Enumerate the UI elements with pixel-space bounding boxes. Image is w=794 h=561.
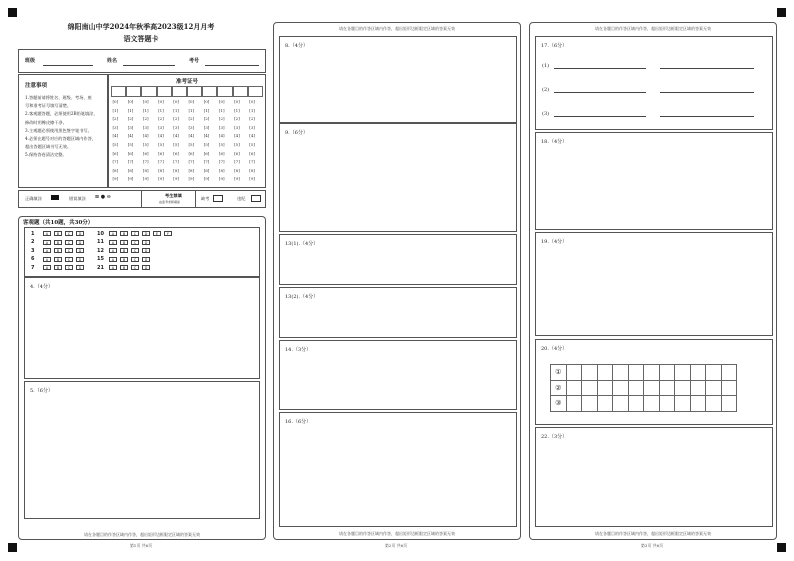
name-field[interactable]: [123, 65, 175, 66]
mc-option-bubble[interactable]: C: [131, 240, 139, 245]
q20-writing-cell[interactable]: [721, 395, 738, 412]
q20-answer-box: [535, 339, 773, 425]
admission-digit-bubble[interactable]: [9]: [249, 176, 255, 182]
q5-label: 5.（6分）: [30, 388, 53, 394]
mc-option-bubble[interactable]: D: [142, 257, 150, 262]
admission-digit-bubble[interactable]: [3]: [142, 124, 149, 130]
q4-answer-box[interactable]: [24, 277, 260, 379]
notice-item: 2.客观题答题，必须使用2B铅笔填涂，: [25, 111, 98, 117]
mc-option-bubble[interactable]: B: [120, 231, 128, 236]
admission-digit-bubble[interactable]: [3]: [158, 124, 164, 130]
admission-digit-bubble[interactable]: [0]: [203, 99, 210, 104]
q20-writing-cell[interactable]: [612, 364, 629, 381]
q20-writing-cell[interactable]: [581, 395, 598, 412]
notice-item: 超出答题区域书写无效。: [25, 144, 72, 150]
admission-digit-bubble[interactable]: [6]: [127, 150, 134, 156]
class-field[interactable]: [43, 65, 93, 66]
col2-warning-bottom: 请在各题目的作答区域内作答，超出矩形边框限定区域的答案无效: [339, 531, 455, 536]
fill-legend-box: [18, 190, 266, 208]
q17-label: 17.（6分）: [541, 43, 568, 49]
admission-heading: 准考证号: [175, 79, 198, 85]
admission-digit-bubble[interactable]: [5]: [249, 142, 255, 147]
mc-question-number: 6: [31, 256, 35, 262]
mc-option-bubble[interactable]: A: [109, 231, 117, 236]
admission-digit-bubble[interactable]: [9]: [188, 176, 195, 182]
admission-digit-bubble[interactable]: [1]: [188, 107, 195, 113]
q20-writing-cell[interactable]: [597, 380, 614, 397]
q20-writing-cell[interactable]: [674, 380, 691, 397]
mc-option-bubble[interactable]: D: [142, 231, 150, 236]
admission-digit-bubble[interactable]: [3]: [112, 124, 119, 130]
admission-digit-bubble[interactable]: [6]: [112, 150, 119, 156]
mc-option-bubble[interactable]: A: [109, 257, 117, 262]
admission-digit-bubble[interactable]: [8]: [112, 167, 119, 173]
admission-digit-bubble[interactable]: [9]: [218, 176, 225, 182]
notice-item: 4.必须在题号对应的答题区域内作答，: [25, 136, 96, 141]
mc-option-bubble[interactable]: C: [65, 248, 73, 253]
notice-box: [18, 74, 108, 188]
admission-digit-bubble[interactable]: [9]: [142, 176, 149, 182]
q20-writing-cell[interactable]: [597, 364, 614, 381]
admission-digit-bubble[interactable]: [1]: [218, 107, 225, 113]
mc-question-number: 1: [31, 230, 35, 237]
q16-label: 16.（6分）: [285, 419, 312, 425]
admission-digit-bubble[interactable]: [2]: [112, 116, 119, 122]
mc-question-number: 2: [31, 239, 35, 245]
q17-answer-box[interactable]: [535, 36, 773, 130]
q20-writing-cell[interactable]: [721, 380, 738, 397]
admission-digit-bubble[interactable]: [7]: [188, 159, 195, 165]
admission-digit-bubble[interactable]: [4]: [249, 133, 255, 139]
admission-digit-bubble[interactable]: [2]: [218, 116, 225, 122]
admission-digit-bubble[interactable]: [6]: [234, 150, 240, 156]
mc-option-bubble[interactable]: A: [109, 240, 117, 245]
admission-digit-input[interactable]: [126, 86, 141, 97]
admission-digit-bubble[interactable]: [4]: [142, 133, 149, 139]
absent-title: 考生禁填: [165, 193, 182, 198]
admission-digit-input[interactable]: [248, 86, 263, 97]
admission-digit-bubble[interactable]: [8]: [218, 167, 225, 173]
admission-digit-bubble[interactable]: [6]: [218, 150, 225, 156]
corner-mark: [777, 543, 786, 552]
admission-digit-bubble[interactable]: [1]: [142, 107, 149, 113]
notice-item: 号和准考证号填写清楚。: [25, 103, 72, 109]
q20-row-label: ②: [550, 380, 567, 397]
admission-digit-bubble[interactable]: [3]: [127, 124, 134, 130]
admission-digit-input[interactable]: [202, 86, 217, 97]
wrong-fill-samples: ⊠ ● ⊖: [95, 194, 111, 200]
q9-label: 9.（6分）: [285, 130, 308, 136]
col2-warning-top: 请在各题目的作答区域内作答，超出矩形边框限定区域的答案无效: [339, 26, 455, 31]
notice-item: 5.保持答卷清洁完整。: [25, 152, 67, 158]
q20-writing-cell[interactable]: [674, 395, 691, 412]
q20-writing-cell[interactable]: [566, 395, 583, 412]
q20-writing-cell[interactable]: [612, 395, 629, 412]
admission-digit-bubble[interactable]: [9]: [234, 176, 240, 182]
wrong-fill-label: 错误填涂: [69, 196, 86, 201]
notice-item: 1.答题前请将姓名、班级、考场、座: [25, 95, 92, 100]
admission-digit-bubble[interactable]: [8]: [142, 167, 149, 173]
sheet-title: 绵阳南山中学2024年秋季高2023级12月月考: [67, 22, 215, 31]
admission-digit-bubble[interactable]: [8]: [234, 167, 240, 173]
sheet-subtitle: 语文答题卡: [123, 34, 159, 43]
admission-digit-bubble[interactable]: [0]: [127, 99, 134, 104]
missing-checkbox[interactable]: [213, 195, 223, 202]
admission-number-box: [108, 74, 266, 188]
name-label: 姓名: [107, 58, 118, 64]
missing-label: 缺考: [201, 196, 210, 201]
admission-digit-bubble[interactable]: [2]: [234, 116, 240, 122]
q17-line[interactable]: [554, 68, 646, 69]
admission-digit-bubble[interactable]: [7]: [249, 159, 255, 165]
admission-digit-bubble[interactable]: [4]: [203, 133, 210, 139]
admission-digit-bubble[interactable]: [4]: [234, 133, 240, 139]
admission-digit-input[interactable]: [172, 86, 187, 97]
admission-digit-bubble[interactable]: [9]: [127, 176, 134, 182]
q20-writing-cell[interactable]: [659, 380, 676, 397]
admission-digit-bubble[interactable]: [2]: [158, 116, 164, 122]
q19-label: 19.（4分）: [541, 239, 568, 245]
admission-digit-bubble[interactable]: [9]: [112, 176, 119, 182]
col1-warning: 请在各题目的作答区域内作答，超出矩形边框限定区域的答案无效: [84, 532, 200, 537]
corner-mark: [8, 543, 17, 552]
admission-digit-bubble[interactable]: [2]: [249, 116, 255, 122]
admission-digit-bubble[interactable]: [1]: [203, 107, 210, 113]
q17-sub-3: (3): [542, 111, 550, 117]
mc-option-bubble[interactable]: B: [54, 248, 62, 253]
column-2-panel: [273, 22, 521, 540]
admission-digit-bubble[interactable]: [5]: [112, 142, 119, 147]
admission-digit-input[interactable]: [233, 86, 248, 97]
admission-digit-bubble[interactable]: [6]: [158, 150, 164, 156]
admission-digit-bubble[interactable]: [3]: [249, 124, 255, 130]
correct-fill-label: 正确填涂: [25, 196, 42, 201]
mc-option-bubble[interactable]: B: [54, 257, 62, 262]
admission-digit-input[interactable]: [111, 86, 126, 97]
q20-writing-cell[interactable]: [566, 380, 583, 397]
q20-writing-cell[interactable]: [721, 364, 738, 381]
q19-answer-box[interactable]: [535, 232, 773, 336]
mc-option-bubble[interactable]: C: [131, 257, 139, 262]
q20-writing-cell[interactable]: [628, 380, 645, 397]
q13-2-answer-box[interactable]: [279, 287, 517, 338]
admission-digit-bubble[interactable]: [7]: [234, 159, 240, 165]
mc-option-bubble[interactable]: F: [164, 231, 172, 236]
mc-question-number: 12: [97, 247, 104, 254]
mc-option-bubble[interactable]: C: [65, 240, 73, 245]
admission-digit-bubble[interactable]: [2]: [203, 116, 210, 122]
admission-digit-bubble[interactable]: [1]: [173, 107, 179, 113]
q20-writing-cell[interactable]: [690, 395, 707, 412]
q20-writing-cell[interactable]: [643, 380, 660, 397]
admission-digit-bubble[interactable]: [3]: [203, 124, 210, 130]
admission-digit-bubble[interactable]: [4]: [112, 133, 119, 139]
mc-option-bubble[interactable]: C: [131, 265, 139, 270]
mc-option-bubble[interactable]: B: [54, 240, 62, 245]
admission-digit-bubble[interactable]: [1]: [127, 107, 134, 113]
admission-digit-bubble[interactable]: [5]: [158, 142, 164, 147]
mc-option-bubble[interactable]: A: [109, 265, 117, 270]
q20-writing-cell[interactable]: [643, 364, 660, 381]
q20-label: 20.（4分）: [541, 346, 568, 352]
admission-digit-input[interactable]: [157, 86, 172, 97]
q20-writing-cell[interactable]: [690, 380, 707, 397]
q20-writing-cell[interactable]: [690, 364, 707, 381]
q20-writing-cell[interactable]: [705, 395, 722, 412]
correct-fill-sample: [51, 195, 59, 200]
q20-writing-cell[interactable]: [705, 380, 722, 397]
q17-line[interactable]: [554, 92, 646, 93]
admission-digit-bubble[interactable]: [4]: [173, 133, 179, 139]
q5-answer-box[interactable]: [24, 381, 260, 519]
mc-option-bubble[interactable]: C: [131, 248, 139, 253]
mc-option-bubble[interactable]: D: [76, 257, 84, 262]
page-footer-1: 第1页 共6页: [129, 543, 153, 548]
mc-option-bubble[interactable]: D: [76, 248, 84, 253]
mc-question-number: 10: [97, 230, 104, 237]
admission-digit-bubble[interactable]: [2]: [188, 116, 195, 122]
admission-digit-bubble[interactable]: [0]: [188, 99, 195, 104]
admission-digit-bubble[interactable]: [5]: [218, 142, 225, 147]
mc-option-bubble[interactable]: A: [109, 248, 117, 253]
column-1-panel: [18, 216, 266, 540]
admission-digit-bubble[interactable]: [2]: [173, 116, 179, 122]
q9-answer-box[interactable]: [279, 123, 517, 232]
q20-writing-cell[interactable]: [643, 395, 660, 412]
admission-digit-bubble[interactable]: [6]: [173, 150, 179, 156]
q20-writing-cell[interactable]: [612, 380, 629, 397]
q17-line[interactable]: [554, 116, 646, 117]
q8-answer-box[interactable]: [279, 36, 517, 123]
admission-digit-bubble[interactable]: [2]: [142, 116, 149, 122]
absent-note: 由监考老师填涂: [159, 200, 181, 204]
mc-question-number: 15: [97, 256, 104, 262]
admission-digit-bubble[interactable]: [5]: [234, 142, 240, 147]
admission-digit-bubble[interactable]: [5]: [173, 142, 179, 147]
admission-digit-bubble[interactable]: [4]: [188, 133, 195, 139]
admission-digit-bubble[interactable]: [8]: [188, 167, 195, 173]
admission-digit-bubble[interactable]: [4]: [218, 133, 225, 139]
admission-digit-bubble[interactable]: [5]: [127, 142, 134, 147]
admission-digit-bubble[interactable]: [1]: [112, 107, 119, 113]
q20-writing-cell[interactable]: [659, 395, 676, 412]
q20-writing-cell[interactable]: [566, 364, 583, 381]
student-info-box: [18, 49, 266, 73]
q14-label: 14.（3分）: [285, 347, 312, 353]
mc-option-bubble[interactable]: B: [54, 231, 62, 236]
admission-digit-bubble[interactable]: [3]: [173, 124, 179, 130]
admission-digit-input[interactable]: [187, 86, 202, 97]
admission-digit-input[interactable]: [217, 86, 232, 97]
admission-digit-bubble[interactable]: [0]: [234, 99, 240, 104]
admission-digit-bubble[interactable]: [7]: [112, 159, 119, 165]
notice-item: 3.主观题必须使用黑色签字笔书写。: [25, 127, 92, 133]
page-footer-2: 第2页 共6页: [384, 543, 408, 548]
mc-section-title: 客观题（共10题，共30分）: [23, 220, 94, 226]
admission-digit-bubble[interactable]: [8]: [249, 167, 255, 173]
notice-heading: 注意事项: [25, 83, 48, 89]
violation-checkbox[interactable]: [251, 195, 261, 202]
q20-writing-cell[interactable]: [581, 364, 598, 381]
admission-digit-bubble[interactable]: [3]: [188, 124, 195, 130]
mc-option-bubble[interactable]: B: [120, 240, 128, 245]
q14-answer-box[interactable]: [279, 340, 517, 410]
admission-digit-bubble[interactable]: [9]: [173, 176, 179, 182]
corner-mark: [8, 8, 17, 17]
admission-digit-bubble[interactable]: [1]: [234, 107, 240, 113]
exam-number-label: 考号: [189, 58, 200, 64]
mc-question-number: 3: [31, 247, 35, 254]
q20-writing-cell[interactable]: [705, 364, 722, 381]
mc-option-bubble[interactable]: D: [76, 231, 84, 236]
admission-digit-bubble[interactable]: [5]: [142, 142, 149, 147]
mc-option-bubble[interactable]: E: [153, 231, 161, 236]
admission-digit-bubble[interactable]: [6]: [142, 150, 149, 156]
q20-writing-cell[interactable]: [597, 395, 614, 412]
admission-digit-bubble[interactable]: [4]: [158, 133, 164, 139]
mc-option-bubble[interactable]: A: [43, 240, 51, 245]
q17-line[interactable]: [660, 116, 754, 117]
q20-writing-cell[interactable]: [628, 364, 645, 381]
q22-label: 22.（3分）: [541, 434, 568, 440]
q17-sub-2: (2): [542, 87, 550, 93]
admission-digit-input[interactable]: [141, 86, 156, 97]
q13-1-answer-box[interactable]: [279, 234, 517, 285]
q13-1-label: 13(1).（4分）: [285, 241, 319, 247]
q13-2-label: 13(2).（4分）: [285, 294, 319, 300]
admission-digit-bubble[interactable]: [6]: [249, 150, 255, 156]
q4-label: 4.（4分）: [30, 284, 53, 290]
q8-label: 8.（4分）: [285, 43, 308, 49]
q17-line[interactable]: [660, 68, 754, 69]
mc-option-bubble[interactable]: D: [76, 240, 84, 245]
mc-answer-box: [24, 227, 260, 277]
mc-question-number: 11: [97, 239, 104, 245]
q17-sub-1: (1): [542, 63, 550, 69]
admission-digit-bubble[interactable]: [8]: [173, 167, 179, 173]
admission-digit-bubble[interactable]: [3]: [218, 124, 225, 130]
admission-digit-bubble[interactable]: [7]: [218, 159, 225, 165]
admission-digit-bubble[interactable]: [0]: [158, 99, 164, 104]
admission-digit-bubble[interactable]: [8]: [127, 167, 134, 173]
q20-row-label: ③: [550, 395, 567, 412]
mc-option-bubble[interactable]: C: [131, 231, 139, 236]
q17-line[interactable]: [660, 92, 754, 93]
mc-question-number: 21: [97, 264, 104, 271]
q22-answer-box[interactable]: [535, 427, 773, 527]
admission-digit-bubble[interactable]: [8]: [158, 167, 164, 173]
col3-warning-top: 请在各题目的作答区域内作答，超出矩形边框限定区域的答案无效: [595, 26, 711, 31]
mc-option-bubble[interactable]: C: [65, 257, 73, 262]
admission-digit-bubble[interactable]: [0]: [218, 99, 225, 104]
q20-writing-cell[interactable]: [628, 395, 645, 412]
mc-option-bubble[interactable]: A: [43, 265, 51, 270]
admission-digit-bubble[interactable]: [7]: [173, 159, 179, 165]
admission-digit-bubble[interactable]: [1]: [249, 107, 255, 113]
q18-answer-box[interactable]: [535, 132, 773, 230]
admission-digit-bubble[interactable]: [7]: [127, 159, 134, 165]
mc-option-bubble[interactable]: A: [43, 231, 51, 236]
admission-digit-bubble[interactable]: [6]: [188, 150, 195, 156]
admission-digit-bubble[interactable]: [9]: [203, 176, 210, 182]
admission-digit-bubble[interactable]: [7]: [158, 159, 164, 165]
col3-warning-bottom: 请在各题目的作答区域内作答，超出矩形边框限定区域的答案无效: [595, 531, 711, 536]
page-footer-3: 第3页 共6页: [640, 543, 664, 548]
corner-mark: [777, 8, 786, 17]
admission-digit-bubble[interactable]: [0]: [142, 99, 149, 104]
q18-label: 18.（4分）: [541, 139, 568, 145]
q20-writing-cell[interactable]: [581, 380, 598, 397]
mc-question-number: 7: [31, 264, 35, 271]
mc-option-bubble[interactable]: D: [142, 240, 150, 245]
exam-number-field[interactable]: [205, 65, 259, 66]
admission-digit-bubble[interactable]: [4]: [127, 133, 134, 139]
admission-digit-bubble[interactable]: [0]: [112, 99, 119, 104]
mc-option-bubble[interactable]: C: [65, 231, 73, 236]
mc-option-bubble[interactable]: D: [142, 248, 150, 253]
admission-digit-bubble[interactable]: [7]: [142, 159, 149, 165]
mc-option-bubble[interactable]: B: [120, 257, 128, 262]
q20-row-label: ①: [550, 364, 567, 381]
admission-digit-bubble[interactable]: [8]: [203, 167, 210, 173]
q20-writing-cell[interactable]: [674, 364, 691, 381]
admission-digit-bubble[interactable]: [9]: [158, 176, 164, 182]
violation-label: 违纪: [237, 196, 246, 201]
admission-digit-bubble[interactable]: [0]: [249, 99, 255, 104]
q20-writing-cell[interactable]: [659, 364, 676, 381]
admission-digit-bubble[interactable]: [5]: [203, 142, 210, 147]
notice-item: 修改时用橡皮擦干净。: [25, 119, 67, 125]
q16-answer-box[interactable]: [279, 412, 517, 527]
class-label: 班级: [25, 58, 36, 64]
mc-option-bubble[interactable]: A: [43, 257, 51, 262]
mc-option-bubble[interactable]: D: [76, 265, 84, 270]
mc-option-bubble[interactable]: B: [120, 265, 128, 270]
mc-option-bubble[interactable]: A: [43, 248, 51, 253]
admission-digit-bubble[interactable]: [7]: [203, 159, 210, 165]
mc-option-bubble[interactable]: D: [142, 265, 150, 270]
admission-digit-bubble[interactable]: [2]: [127, 116, 134, 122]
admission-digit-bubble[interactable]: [3]: [234, 124, 240, 130]
admission-digit-bubble[interactable]: [1]: [158, 107, 164, 113]
admission-digit-bubble[interactable]: [5]: [188, 142, 195, 147]
column-3-panel: [529, 22, 777, 540]
admission-digit-bubble[interactable]: [6]: [203, 150, 210, 156]
mc-option-bubble[interactable]: B: [54, 265, 62, 270]
admission-digit-bubble[interactable]: [0]: [173, 99, 179, 104]
mc-option-bubble[interactable]: C: [65, 265, 73, 270]
mc-option-bubble[interactable]: B: [120, 248, 128, 253]
